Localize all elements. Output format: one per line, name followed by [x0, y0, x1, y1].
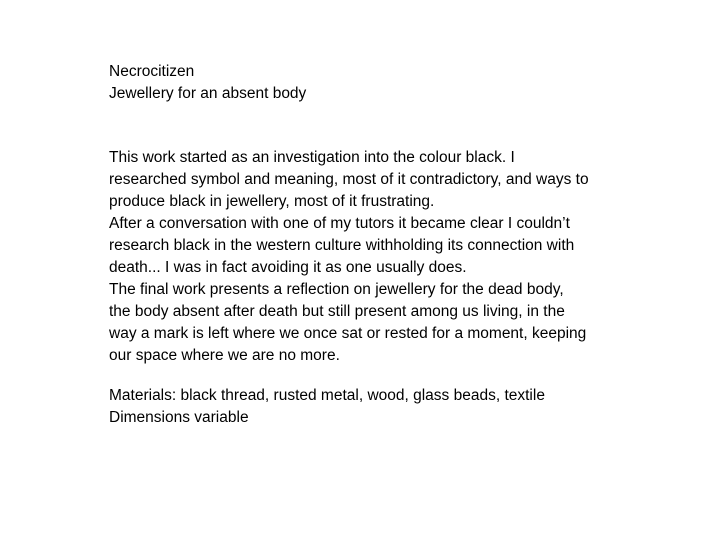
description-line: way a mark is left where we once sat or rested for a moment, keeping	[109, 325, 587, 342]
title-block	[109, 61, 669, 105]
description-line: The final work presents a reflection on jewellery for the dead body,	[109, 281, 564, 298]
description-line: research black in the western culture withholding its connection with	[109, 237, 575, 254]
work-subtitle: Jewellery for an absent body	[109, 85, 307, 102]
description-line: researched symbol and meaning, most of it contradictory, and ways to	[109, 171, 589, 188]
description-line: death... I was in fact avoiding it as one usually does.	[109, 259, 467, 276]
description-line: the body absent after death but still present among us living, in the	[109, 303, 565, 320]
description-paragraph	[109, 147, 669, 367]
work-title: Necrocitizen	[109, 63, 195, 80]
description-line: After a conversation with one of my tutors it became clear I couldn’t	[109, 215, 570, 232]
description-line: produce black in jewellery, most of it frustrating.	[109, 193, 435, 210]
description-line: This work started as an investigation into the colour black. I	[109, 149, 515, 166]
details-block	[109, 385, 669, 429]
materials-text: Materials: black thread, rusted metal, wood, glass beads, textile	[109, 387, 545, 404]
description-line: our space where we are no more.	[109, 347, 340, 364]
dimensions-text: Dimensions variable	[109, 409, 249, 426]
